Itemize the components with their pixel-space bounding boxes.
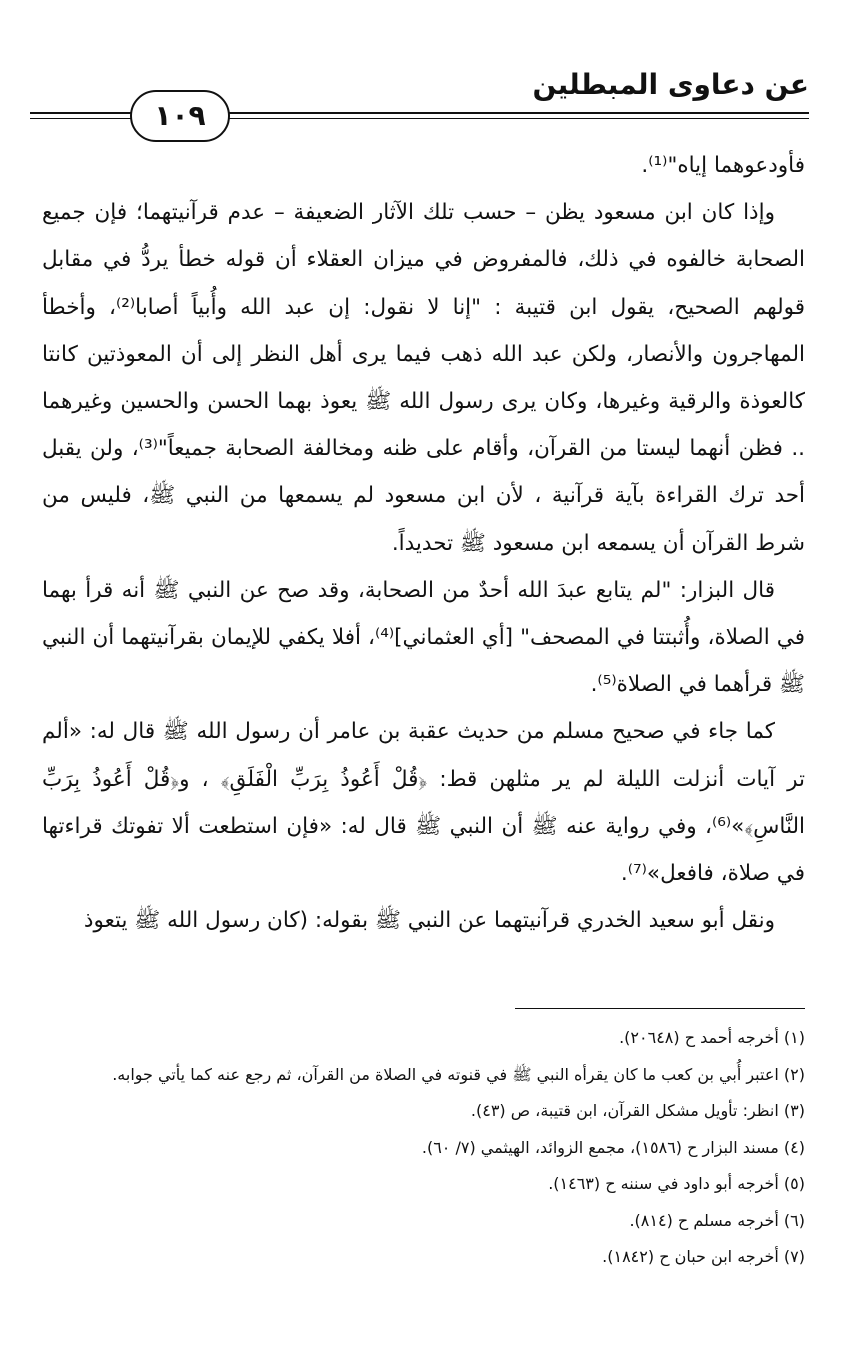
paragraph: كما جاء في صحيح مسلم من حديث عقبة بن عامر أن رسول الله ﷺ قال له: «ألم تر آيات أنزلت الليلة لم ير مثلهن قط: ﴿قُلْ أَعُوذُ بِرَبِّ الْفَلَقِ﴾ ، و﴿قُلْ أَعُوذُ بِرَبِّ النَّاسِ﴾»⁽⁶⁾، وفي رواية عنه ﷺ أن النبي ﷺ قال له: «فإن استطعت ألا تفوتك قراءتها في صلاة، فافعل»⁽⁷⁾. (42, 719, 805, 887)
main-text (42, 142, 805, 944)
paragraph: ونقل أبو سعيد الخدري قرآنيتهما عن النبي ﷺ بقوله: (كان رسول الله ﷺ يتعوذ (83, 908, 775, 934)
paragraph: قال البزار: "لم يتابع عبدَ الله أحدٌ من الصحابة، وقد صح عن النبي ﷺ أنه قرأ بهما في الصلاة، وأُثبتتا في المصحف" [أي العثماني]⁽⁴⁾، أفلا يكفي للإيمان بقرآنيتهما أن النبي ﷺ قرأهما في الصلاة⁽⁵⁾. (42, 577, 805, 698)
footnotes (32, 1020, 805, 1276)
footnote: (٥) أخرجه أبو داود في سننه ح (١٤٦٣). (548, 1174, 805, 1193)
paragraph: وإذا كان ابن مسعود يظن – حسب تلك الآثار الضعيفة – عدم قرآنيتهما؛ فإن جميع الصحابة خالفوه في ذلك، فالمفروض في ميزان العقلاء أن قوله خطأ يردُّ في مقابل قولهم الصحيح، يقول ابن قتيبة : "إنا لا نقول: إن عبد الله وأُبياً أصابا⁽²⁾، وأخطأ المهاجرون والأنصار، ولكن عبد الله ذهب فيما يرى أهل النظر إلى أن المعوذتين كانتا كالعوذة والرقية وغيرها، وكان يرى رسول الله ﷺ يعوذ بهما الحسن والحسين وغيرهما .. فظن أنهما ليستا من القرآن، وأقام على ظنه ومخالفة الصحابة جميعاً"⁽³⁾، ولن يقبل أحد ترك القراءة بآية قرآنية ، لأن ابن مسعود لم يسمعها من النبي ﷺ، فليس من شرط القرآن أن يسمعه ابن مسعود ﷺ تحديداً. (42, 200, 805, 556)
footnote: (٢) اعتبر أُبي بن كعب ما كان يقرأه النبي ﷺ في قنوته في الصلاة من القرآن، ثم رجع عنه كما يأتي جوابه. (112, 1064, 805, 1084)
footnote-separator (515, 1008, 805, 1009)
footnote: (١) أخرجه أحمد ح (٢٠٦٤٨). (619, 1028, 805, 1047)
running-title: عن دعاوى المبطلين (532, 68, 809, 101)
page-header (30, 60, 809, 130)
page-number: ١٠٩ (130, 90, 230, 142)
footnote: (٣) انظر: تأويل مشكل القرآن، ابن قتيبة، ص (٤٣). (470, 1101, 805, 1120)
footnote: (٧) أخرجه ابن حبان ح (١٨٤٢). (602, 1247, 805, 1266)
footnote: (٤) مسند البزار ح (١٥٨٦)، مجمع الزوائد، الهيثمي (٧/ ٦٠). (421, 1137, 805, 1157)
footnote: (٦) أخرجه مسلم ح (٨١٤). (629, 1210, 805, 1230)
paragraph: فأودعوهما إياه"⁽¹⁾. (641, 153, 805, 178)
